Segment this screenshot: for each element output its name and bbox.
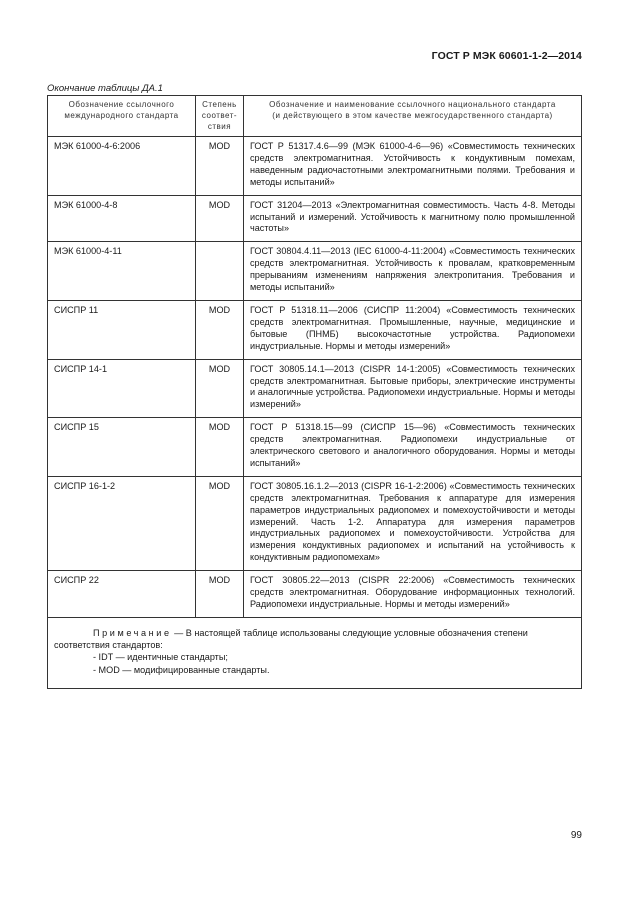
degree-cell: MOD [196, 300, 244, 359]
intl-standard-cell: СИСПР 22 [48, 571, 196, 618]
table-caption: Окончание таблицы ДА.1 [47, 83, 163, 94]
table-note [48, 617, 582, 688]
intl-standard-cell: СИСПР 16-1-2 [48, 476, 196, 570]
table-row [48, 359, 582, 418]
table-row [48, 476, 582, 570]
national-standard-cell: ГОСТ 30805.14.1—2013 (CISPR 14-1:2005) «Совместимость технических средств электромагнитная. Бытовые приборы, электрические инструменты и аналогичные устройства. Радиопомехи индустриальные. Нормы и методы измерений» [244, 359, 582, 418]
degree-cell: MOD [196, 418, 244, 477]
reference-standards-table [47, 95, 582, 689]
document-header: ГОСТ Р МЭК 60601-1-2—2014 [431, 50, 582, 62]
national-standard-cell: ГОСТ Р 51318.11—2006 (СИСПР 11:2004) «Совместимость технических средств электромагнитная. Промышленные, научные, медицинские и бытовые (ПНМБ) высокочастотные устройства. Радиопомехи индустриальные. Нормы и методы измерений» [244, 300, 582, 359]
page-number: 99 [570, 830, 582, 841]
note-item-mod: - MOD — модифицированные стандарты. [93, 664, 270, 675]
national-standard-cell: ГОСТ 30805.16.1.2—2013 (CISPR 16-1-2:2006) «Совместимость технических средств электромагнитная. Требования к аппаратуре для измерения параметров индустриальных радиопомех и помехоустойчивости и методы измерений. Часть 1-2. Аппаратура для измерения параметров индустриальных радиопомех и помехоустойчивости. Устройства для измерения кондуктивных радиопомех и испытаний на устойчивость к кондуктивным радиопомехам» [244, 476, 582, 570]
note-paragraph [54, 627, 575, 651]
national-standard-cell: ГОСТ Р 51318.15—99 (СИСПР 15—96) «Совместимость технических средств электромагнитная. Радиопомехи индустриальные от электрического светового и аналогичного оборудования. Нормы и методы испытаний» [244, 418, 582, 477]
degree-cell: MOD [196, 359, 244, 418]
table-row [48, 137, 582, 196]
note-text: — В настоящей таблице использованы следующие условные обозначения степени соответствия стандартов: [54, 627, 528, 651]
national-standard-cell: ГОСТ 30805.22—2013 (CISPR 22:2006) «Совместимость технических средств электромагнитная. Оборудование информационных технологий. Радиопомехи индустриальные. Нормы и методы измерений» [244, 571, 582, 618]
table-row [48, 242, 582, 301]
degree-cell: MOD [196, 571, 244, 618]
note-item-idt: - IDT — идентичные стандарты; [93, 652, 228, 663]
table-row [48, 418, 582, 477]
table-header-row [48, 96, 582, 137]
intl-standard-cell: МЭК 61000-4-11 [48, 242, 196, 301]
national-standard-cell: ГОСТ Р 51317.4.6—99 (МЭК 61000-4-6—96) «Совместимость технических средств электромагнитная. Устойчивость к кондуктивным помехам, наведенным радиочастотными электромагнитными полями. Требования и методы испытаний» [244, 137, 582, 196]
note-label: Примечание [93, 627, 172, 638]
header-national-standard: Обозначение и наименование ссылочного национального стандарта (и действующего в этом качестве межгосударственного стандарта) [244, 96, 582, 137]
degree-cell: MOD [196, 195, 244, 242]
intl-standard-cell: МЭК 61000-4-8 [48, 195, 196, 242]
table-row [48, 195, 582, 242]
intl-standard-cell: СИСПР 11 [48, 300, 196, 359]
header-degree: Степень соответ- ствия [196, 96, 244, 137]
national-standard-cell: ГОСТ 31204—2013 «Электромагнитная совместимость. Часть 4-8. Методы испытаний и измерений. Устойчивость к магнитному полю промышленной частоты» [244, 195, 582, 242]
table-note-row [48, 617, 582, 688]
degree-cell [196, 242, 244, 301]
intl-standard-cell: СИСПР 15 [48, 418, 196, 477]
table-row [48, 300, 582, 359]
table-row [48, 571, 582, 618]
national-standard-cell: ГОСТ 30804.4.11—2013 (IEC 61000-4-11:2004) «Совместимость технических средств электромагнитная. Устойчивость к провалам, кратковременным прерываниям изменениям напряжения электропитания. Требования и методы испытаний» [244, 242, 582, 301]
intl-standard-cell: МЭК 61000-4-6:2006 [48, 137, 196, 196]
intl-standard-cell: СИСПР 14-1 [48, 359, 196, 418]
header-intl-standard: Обозначение ссылочного международного стандарта [48, 96, 196, 137]
degree-cell: MOD [196, 137, 244, 196]
degree-cell: MOD [196, 476, 244, 570]
